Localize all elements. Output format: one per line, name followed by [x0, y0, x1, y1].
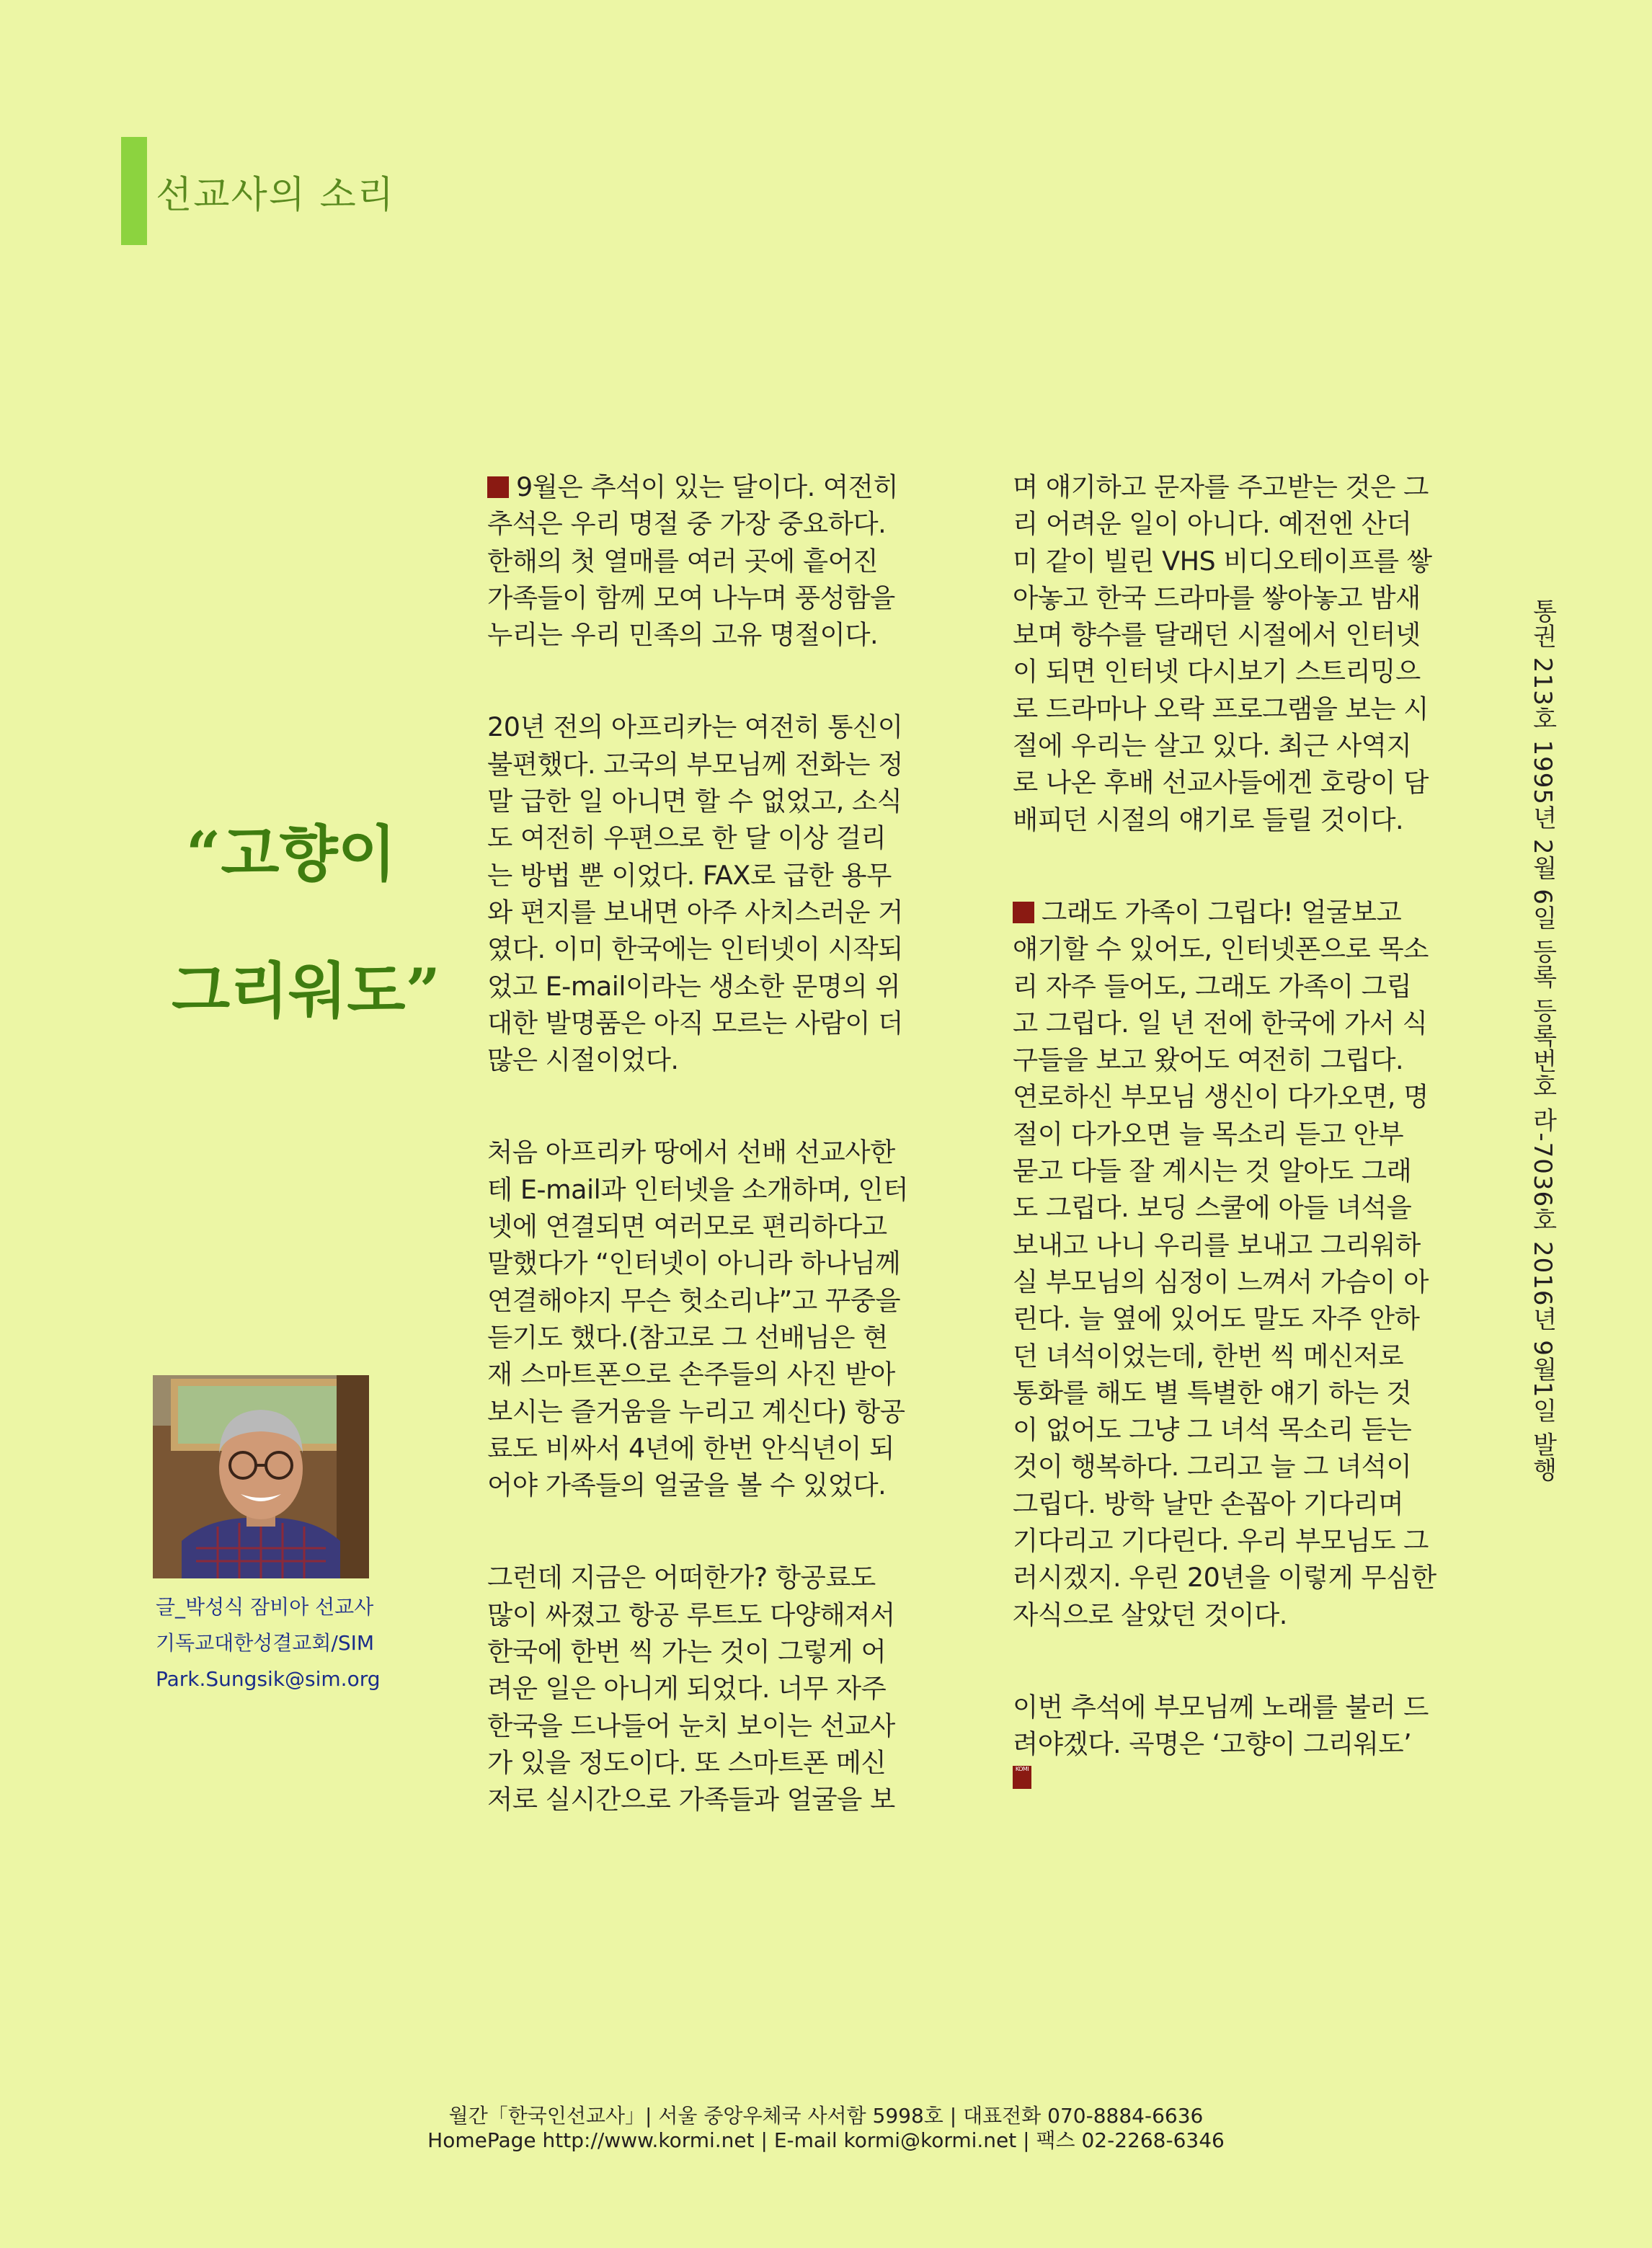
paragraph-gap — [487, 653, 928, 708]
text-line — [487, 1245, 928, 1281]
text-line — [1013, 1689, 1454, 1725]
text-line-content: 가족들이 함께 모여 나누며 풍성함을 — [487, 582, 895, 613]
text-line-content: 도 그립다. 보딩 스쿨에 아들 녀석을 — [1013, 1192, 1412, 1224]
text-line-content: 그립다. 방학 날만 손꼽아 기다리며 — [1013, 1488, 1404, 1519]
text-line — [1013, 1116, 1454, 1152]
text-line — [487, 1559, 928, 1596]
pull-quote-line: “고향이 — [186, 818, 396, 889]
text-line — [487, 543, 928, 579]
article-paragraph — [1013, 894, 1454, 1633]
article-paragraph — [1013, 468, 1454, 838]
text-line-content: 절에 우리는 살고 있다. 최근 사역지 — [1013, 730, 1412, 762]
text-line — [1013, 1263, 1454, 1300]
text-line — [1013, 1005, 1454, 1041]
text-line — [1013, 894, 1454, 930]
text-line-content: 이 없어도 그냥 그 녀석 목소리 듣는 — [1013, 1414, 1412, 1446]
text-line-content: 로 나온 후배 선교사들에겐 호랑이 담 — [1013, 767, 1429, 799]
text-line — [1013, 1448, 1454, 1485]
text-line-content: 도 여전히 우편으로 한 달 이상 걸리 — [487, 822, 887, 854]
text-line-content: 것이 행복하다. 그리고 늘 그 녀석이 — [1013, 1451, 1412, 1483]
text-line — [487, 1005, 928, 1041]
text-line-content: 많이 싸졌고 항공 루트도 다양해져서 — [487, 1599, 895, 1630]
text-line-content: 어야 가족들의 얼굴을 볼 수 있었다. — [487, 1470, 887, 1501]
text-line-content: 추석은 우리 명절 중 가장 중요하다. — [487, 508, 887, 540]
text-line — [487, 1208, 928, 1245]
text-line — [487, 708, 928, 745]
text-line — [487, 616, 928, 653]
author-email: Park.Sungsik@sim.org — [156, 1667, 381, 1691]
publication-info: 통권 213호 1995년 2월 6일 등록 등록번호 라-7036호 2016년 9월1일 발행 — [1528, 598, 1557, 1483]
section-bar — [121, 137, 147, 245]
text-line — [1013, 653, 1454, 690]
paragraph-gap — [1013, 838, 1454, 894]
text-line-content: 고 그립다. 일 년 전에 한국에 가서 식 — [1013, 1007, 1428, 1039]
text-line-content: 아놓고 한국 드라마를 쌓아놓고 밤새 — [1013, 582, 1421, 613]
text-line-content: 불편했다. 고국의 부모님께 전화는 정 — [487, 748, 903, 780]
text-line-content: 연로하신 부모님 생신이 다가오면, 명 — [1013, 1081, 1429, 1113]
text-line-content: 재 스마트폰으로 손주들의 사진 받아 — [487, 1359, 895, 1390]
text-line-content: 보며 향수를 달래던 시절에서 인터넷 — [1013, 619, 1421, 651]
text-line-content: 리 어려운 일이 아니다. 예전엔 산더 — [1013, 508, 1412, 540]
footer-line: HomePage http://www.kormi.net | E-mail kormi@kormi.net | 팩스 02-2268-6346 — [427, 2128, 1225, 2152]
text-line-content: 누리는 우리 민족의 고유 명절이다. — [487, 619, 879, 651]
text-line — [487, 1467, 928, 1503]
section-title: 선교사의 소리 — [156, 174, 395, 217]
text-line-content: 러시겠지. 우린 20년을 이렇게 무심한 — [1013, 1562, 1436, 1594]
text-line — [487, 505, 928, 542]
text-line — [1013, 1078, 1454, 1115]
text-line — [1013, 1189, 1454, 1226]
article-paragraph — [487, 1559, 928, 1818]
text-line-content: 료도 비싸서 4년에 한번 안식년이 되 — [487, 1432, 894, 1464]
text-line-content: 한국을 드나들어 눈치 보이는 선교사 — [487, 1710, 895, 1741]
text-line-content: 말했다가 “인터넷이 아니라 하나님께 — [487, 1248, 901, 1279]
text-line-content: 구들을 보고 왔어도 여전히 그립다. — [1013, 1044, 1404, 1076]
article-paragraph — [487, 468, 928, 653]
text-line — [487, 746, 928, 783]
text-line-content: 며 얘기하고 문자를 주고받는 것은 그 — [1013, 471, 1429, 502]
text-line — [487, 1356, 928, 1392]
text-line — [1013, 968, 1454, 1005]
text-line — [1013, 616, 1454, 653]
text-line — [487, 968, 928, 1005]
text-line-content: 였다. 이미 한국에는 인터넷이 시작되 — [487, 933, 903, 965]
paragraph-gap — [487, 1078, 928, 1134]
text-line — [487, 1781, 928, 1818]
text-line — [487, 1596, 928, 1633]
text-line — [1013, 1596, 1454, 1633]
text-line-content: 려운 일은 아니게 되었다. 너무 자주 — [487, 1673, 887, 1705]
text-line — [1013, 1725, 1454, 1762]
text-line — [487, 1744, 928, 1781]
text-line — [1013, 579, 1454, 616]
text-line-content: 통화를 해도 별 특별한 얘기 하는 것 — [1013, 1377, 1412, 1408]
text-line-content: 던 녀석이었는데, 한번 씩 메신저로 — [1013, 1340, 1404, 1372]
text-line — [1013, 1559, 1454, 1596]
article-column-left — [487, 468, 928, 1818]
text-line-content: 가 있을 정도이다. 또 스마트폰 메신 — [487, 1746, 887, 1778]
footer-line: 월간「한국인선교사」| 서울 중앙우체국 사서함 5998호 | 대표전화 070-8884-6636 — [448, 2104, 1204, 2128]
text-line-content: 많은 시절이었다. — [487, 1044, 679, 1076]
text-line-content: 저로 실시간으로 가족들과 얼굴을 보 — [487, 1784, 895, 1816]
text-line — [1013, 1338, 1454, 1374]
text-line — [1013, 764, 1454, 801]
article-paragraph — [487, 1134, 928, 1503]
paragraph-gap — [487, 1503, 928, 1559]
text-line-content: 보내고 나니 우리를 보내고 그리워하 — [1013, 1229, 1421, 1261]
text-line — [1013, 727, 1454, 764]
text-line — [487, 1670, 928, 1707]
text-line — [1013, 1522, 1454, 1559]
paragraph-gap — [1013, 1633, 1454, 1689]
text-line — [1013, 801, 1454, 838]
text-line — [487, 930, 928, 967]
text-line-content: 처음 아프리카 땅에서 선배 선교사한 — [487, 1137, 895, 1168]
text-line-content: 이번 추석에 부모님께 노래를 불러 드 — [1013, 1691, 1429, 1723]
text-line-content: 듣기도 했다.(참고로 그 선배님은 현 — [487, 1321, 888, 1353]
text-line — [1013, 1485, 1454, 1522]
text-line-content: 20년 전의 아프리카는 여전히 통신이 — [487, 711, 903, 743]
text-line-content: 로 드라마나 오락 프로그램을 보는 시 — [1013, 693, 1429, 724]
text-line — [1013, 1152, 1454, 1189]
text-line-content: 절이 다가오면 늘 목소리 듣고 안부 — [1013, 1118, 1404, 1150]
text-line-content: 연결해야지 무슨 헛소리냐”고 꾸중을 — [487, 1284, 901, 1316]
text-line-content: 9월은 추석이 있는 달이다. 여전히 — [516, 471, 899, 502]
text-line — [1013, 930, 1454, 967]
pull-quote — [172, 786, 440, 1059]
text-line-content: 자식으로 살았던 것이다. — [1013, 1599, 1287, 1630]
text-line-content: 린다. 늘 옆에 있어도 말도 자주 안하 — [1013, 1303, 1420, 1335]
text-line-content: 넷에 연결되면 여러모로 편리하다고 — [487, 1211, 887, 1243]
text-line — [1013, 1411, 1454, 1448]
author-byline — [156, 1589, 386, 1697]
text-line-content: 그런데 지금은 어떠한가? 항공료도 — [487, 1562, 876, 1594]
text-line-content: 이 되면 인터넷 다시보기 스트리밍으 — [1013, 656, 1421, 688]
text-line — [1013, 690, 1454, 727]
author-photo — [153, 1375, 369, 1578]
text-line-content: 와 편지를 보내면 아주 사치스러운 거 — [487, 896, 903, 928]
text-line — [487, 1282, 928, 1319]
text-line — [1013, 505, 1454, 542]
text-line — [487, 1319, 928, 1356]
text-line — [487, 894, 928, 930]
article-column-right — [1013, 468, 1454, 1800]
text-line-content: 그래도 가족이 그립다! 얼굴보고 — [1042, 896, 1402, 928]
text-line — [487, 1633, 928, 1670]
paragraph-marker-icon — [487, 476, 509, 498]
text-line — [1013, 1374, 1454, 1411]
text-line — [487, 579, 928, 616]
text-line-content: 실 부모님의 심정이 느껴서 가슴이 아 — [1013, 1266, 1429, 1297]
author-name: 글_박성식 잠비아 선교사 — [156, 1595, 374, 1619]
article-paragraph — [487, 708, 928, 1078]
text-line — [487, 857, 928, 894]
text-line — [487, 819, 928, 856]
text-line-content: 보시는 즐거움을 누리고 계신다) 항공 — [487, 1395, 905, 1427]
text-line-content: 기다리고 기다린다. 우리 부모님도 그 — [1013, 1525, 1429, 1557]
text-line-content: 미 같이 빌린 VHS 비디오테이프를 쌓 — [1013, 545, 1432, 577]
text-line — [1013, 1300, 1454, 1337]
text-line — [1013, 468, 1454, 505]
end-mark-icon: KOMI — [1013, 1766, 1031, 1789]
text-line-content: 는 방법 뿐 이었다. FAX로 급한 용무 — [487, 859, 892, 891]
text-line — [487, 1430, 928, 1467]
text-line-content: 배피던 시절의 얘기로 들릴 것이다. — [1013, 804, 1404, 835]
text-line — [487, 1707, 928, 1744]
text-line — [1013, 1227, 1454, 1263]
text-line — [487, 1171, 928, 1208]
text-line-content: 리 자주 들어도, 그래도 가족이 그립 — [1013, 970, 1412, 1002]
text-line — [487, 1393, 928, 1430]
text-line-content: 말 급한 일 아니면 할 수 없었고, 소식 — [487, 786, 902, 817]
text-line-content: 한해의 첫 열매를 여러 곳에 흩어진 — [487, 545, 879, 577]
text-line — [487, 468, 928, 505]
text-line — [487, 1041, 928, 1078]
author-affiliation: 기독교대한성결교회/SIM — [156, 1631, 375, 1655]
text-line — [1013, 543, 1454, 579]
text-line — [1013, 1041, 1454, 1078]
article-paragraph — [1013, 1689, 1454, 1763]
text-line-content: 한국에 한번 씩 가는 것이 그렇게 어 — [487, 1636, 887, 1668]
text-line-content: 대한 발명품은 아직 모르는 사람이 더 — [487, 1007, 903, 1039]
text-line-content: 었고 E-mail이라는 생소한 문명의 위 — [487, 970, 900, 1002]
text-line — [487, 1134, 928, 1170]
text-line-content: 묻고 다들 잘 계시는 것 알아도 그래 — [1013, 1155, 1412, 1187]
text-line-content: 테 E-mail과 인터넷을 소개하며, 인터 — [487, 1173, 909, 1205]
text-line — [487, 783, 928, 819]
text-line-content: 려야겠다. 곡명은 ‘고향이 그리워도’ — [1013, 1728, 1412, 1760]
text-line-content: 얘기할 수 있어도, 인터넷폰으로 목소 — [1013, 933, 1429, 965]
pull-quote-line: 그리워도” — [172, 955, 440, 1026]
paragraph-marker-icon — [1013, 902, 1034, 923]
